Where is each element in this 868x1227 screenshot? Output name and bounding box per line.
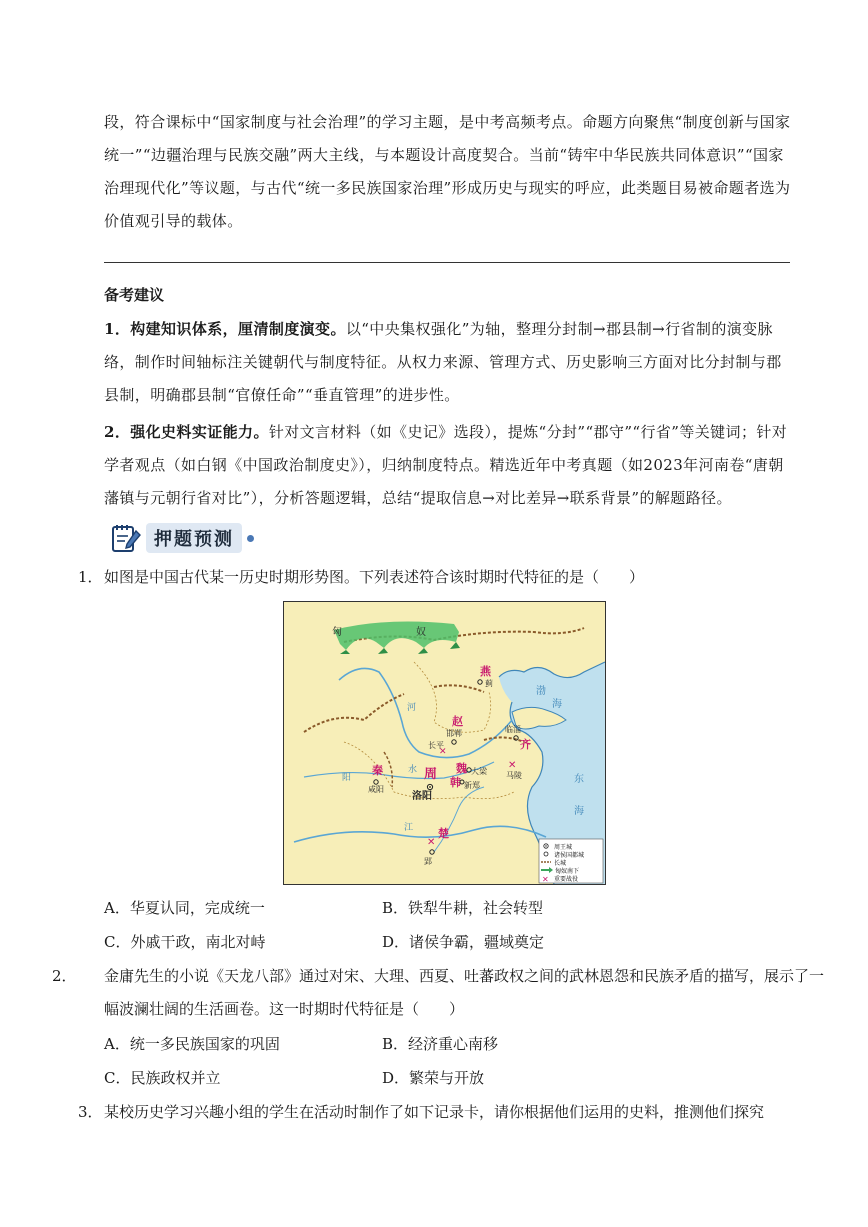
q1-option-d[interactable] bbox=[382, 932, 544, 952]
label-state-han: 韩 bbox=[450, 776, 461, 789]
label-zhou: 周 bbox=[424, 767, 438, 782]
q1-option-a-label: A． bbox=[104, 899, 130, 917]
label-state-qi: 齐 bbox=[520, 738, 531, 751]
qin-wall bbox=[304, 694, 404, 732]
han-river bbox=[434, 787, 484, 852]
prediction-badge bbox=[110, 521, 254, 555]
city-marker-xianyang bbox=[374, 780, 378, 784]
legend-battle-icon: ✕ bbox=[542, 875, 549, 884]
map-svg bbox=[284, 602, 605, 884]
q2-option-d[interactable] bbox=[382, 1068, 484, 1088]
q2-option-c-label: C． bbox=[104, 1069, 131, 1087]
advice-item-1 bbox=[104, 313, 794, 412]
xiongnu-arrowhead-1 bbox=[340, 650, 350, 654]
label-jiang: 江 bbox=[404, 823, 414, 833]
legend-item-1: 周王城 bbox=[554, 844, 573, 851]
xiongnu-arrows bbox=[334, 622, 459, 650]
q1-option-b[interactable] bbox=[382, 898, 543, 918]
label-xinzheng: 新郑 bbox=[464, 781, 480, 790]
question-1-stem: 如图是中国古代某一历史时期形势图。下列表述符合该时期时代特征的是（ ） bbox=[104, 568, 645, 586]
q1-option-b-text: 铁犁牛耕，社会转型 bbox=[408, 899, 544, 917]
q1-option-c-label: C． bbox=[104, 933, 131, 951]
label-bohai-2: 海 bbox=[552, 699, 562, 710]
battle-maling-icon: ✕ bbox=[508, 760, 517, 771]
label-ying: 郢 bbox=[424, 857, 432, 866]
xiongnu-arrowhead-2 bbox=[378, 648, 388, 654]
advice-item-1-text: 以“中央集权强化”为轴，整理分封制→郡县制→行省制的演变脉络，制作时间轴标注关键朝代与制度特征。从权力来源、管理方式、历史影响三方面对比分封制与郡县制，明确郡县制“官僚任命”“垂直管理”的进步性。 bbox=[104, 320, 782, 404]
label-bohai: 渤 bbox=[536, 686, 546, 697]
label-state-yan: 燕 bbox=[480, 665, 491, 678]
advice-item-2-text: 针对文言材料（如《史记》选段），提炼“分封”“郡守”“行省”等关键词；针对学者观点（如白钢《中国政治制度史》），归纳制度特点。精选近年中考真题（如2023年河南卷“唐朝藩镇与元朝行省对比”），分析答题逻辑，总结“提取信息→对比差异→联系背景”的解题路径。 bbox=[104, 423, 788, 507]
label-xiongnu-1: 匈 bbox=[332, 627, 342, 638]
city-marker-ying bbox=[430, 850, 434, 854]
advice-heading: 备考建议 bbox=[104, 286, 165, 304]
xiongnu-arrowhead-4 bbox=[450, 642, 460, 649]
label-state-wei: 魏 bbox=[456, 762, 467, 775]
label-handan: 邯郸 bbox=[446, 729, 462, 738]
zhao-wall bbox=[434, 685, 484, 692]
city-marker-handan bbox=[452, 740, 456, 744]
battle-ying-icon: ✕ bbox=[427, 837, 436, 848]
label-xiongnu-2: 奴 bbox=[416, 627, 426, 638]
xiongnu-arrowhead-3 bbox=[418, 648, 428, 654]
intro-paragraph: 段，符合课标中“国家制度与社会治理”的学习主题，是中考高频考点。命题方向聚焦“制度创新与国家统一”“边疆治理与民族交融”两大主线，与本题设计高度契合。当前“铸牢中华民族共同体意识”“国家治理现代化”等议题，与古代“统一多民族国家治理”形成历史与现实的呼应，此类题目易被命题者选为价值观引导的载体。 bbox=[104, 113, 791, 230]
q2-option-d-label: D． bbox=[382, 1069, 410, 1087]
label-daliang: 大梁 bbox=[471, 767, 487, 776]
badge-dot bbox=[247, 535, 254, 542]
question-3-stem: 某校历史学习兴趣小组的学生在活动时制作了如下记录卡，请你根据他们运用的史料，推测他们探究 bbox=[104, 1103, 765, 1121]
q1-option-d-label: D． bbox=[382, 933, 410, 951]
question-1 bbox=[78, 561, 798, 594]
notebook-pen-icon bbox=[110, 522, 142, 554]
question-2 bbox=[52, 960, 825, 1026]
q2-option-a-label: A． bbox=[104, 1035, 130, 1053]
question-1-number: 1． bbox=[78, 568, 103, 586]
legend-item-3: 长城 bbox=[554, 860, 567, 867]
q2-option-b[interactable] bbox=[382, 1034, 498, 1054]
label-state-chu: 楚 bbox=[438, 827, 449, 840]
label-ji: 蓟 bbox=[485, 679, 493, 688]
label-hai: 海 bbox=[574, 806, 584, 817]
q1-option-a-text: 华夏认同，完成统一 bbox=[129, 899, 265, 917]
battle-changping-icon: ✕ bbox=[439, 747, 447, 757]
q2-option-c[interactable] bbox=[104, 1068, 221, 1088]
q2-option-b-label: B． bbox=[382, 1035, 409, 1053]
q1-option-c-text: 外戚干政，南北对峙 bbox=[130, 933, 266, 951]
section-divider bbox=[104, 262, 790, 263]
label-dong: 东 bbox=[574, 774, 584, 785]
legend-item-2: 诸侯国都城 bbox=[554, 852, 585, 859]
q2-option-c-text: 民族政权并立 bbox=[130, 1069, 221, 1087]
q2-option-d-text: 繁荣与开放 bbox=[409, 1069, 485, 1087]
label-changping: 长平 bbox=[428, 741, 444, 750]
city-marker-luoyang-dot bbox=[429, 786, 431, 788]
label-dongyang: 阳 bbox=[342, 773, 352, 783]
q2-option-b-text: 经济重心南移 bbox=[408, 1035, 499, 1053]
label-shui: 水 bbox=[408, 765, 418, 775]
q1-option-a[interactable] bbox=[104, 898, 265, 918]
advice-item-2-lead: 2．强化史料实证能力。 bbox=[104, 423, 269, 441]
label-linzi: 临淄 bbox=[505, 725, 521, 734]
legend-item-4: 匈奴南下 bbox=[555, 868, 580, 875]
q1-option-b-label: B． bbox=[382, 899, 409, 917]
label-he: 河 bbox=[407, 703, 417, 713]
q1-option-c[interactable] bbox=[104, 932, 266, 952]
legend-capital-dot bbox=[545, 845, 546, 846]
label-state-zhao: 赵 bbox=[452, 715, 463, 728]
question-2-stem: 金庸先生的小说《天龙八部》通过对宋、大理、西夏、吐蕃政权之间的武林恩怨和民族矛盾的描写，展示了一幅波澜壮阔的生活画卷。这一时期时代特征是（ ） bbox=[104, 967, 825, 1018]
advice-item-1-lead: 1．构建知识体系，厘清制度演变。 bbox=[104, 320, 346, 338]
advice-item-2 bbox=[104, 416, 794, 515]
label-maling: 马陵 bbox=[506, 771, 522, 780]
q1-option-d-text: 诸侯争霸，疆域奠定 bbox=[409, 933, 545, 951]
map-legend bbox=[539, 839, 603, 884]
prediction-badge-label: 押题预测 bbox=[146, 523, 242, 553]
legend-item-5: 重要战役 bbox=[554, 876, 579, 883]
label-luoyang: 洛阳 bbox=[412, 791, 432, 802]
label-state-qin: 秦 bbox=[372, 764, 383, 777]
warring-states-map bbox=[283, 601, 606, 885]
q2-option-a[interactable] bbox=[104, 1034, 280, 1054]
q2-option-a-text: 统一多民族国家的巩固 bbox=[129, 1035, 280, 1053]
question-3-number: 3． bbox=[78, 1103, 103, 1121]
city-marker-ji bbox=[478, 680, 482, 684]
question-2-number: 2． bbox=[52, 967, 77, 985]
label-xianyang: 咸阳 bbox=[368, 785, 384, 794]
question-3 bbox=[78, 1096, 798, 1129]
yangtze-river bbox=[294, 826, 546, 842]
